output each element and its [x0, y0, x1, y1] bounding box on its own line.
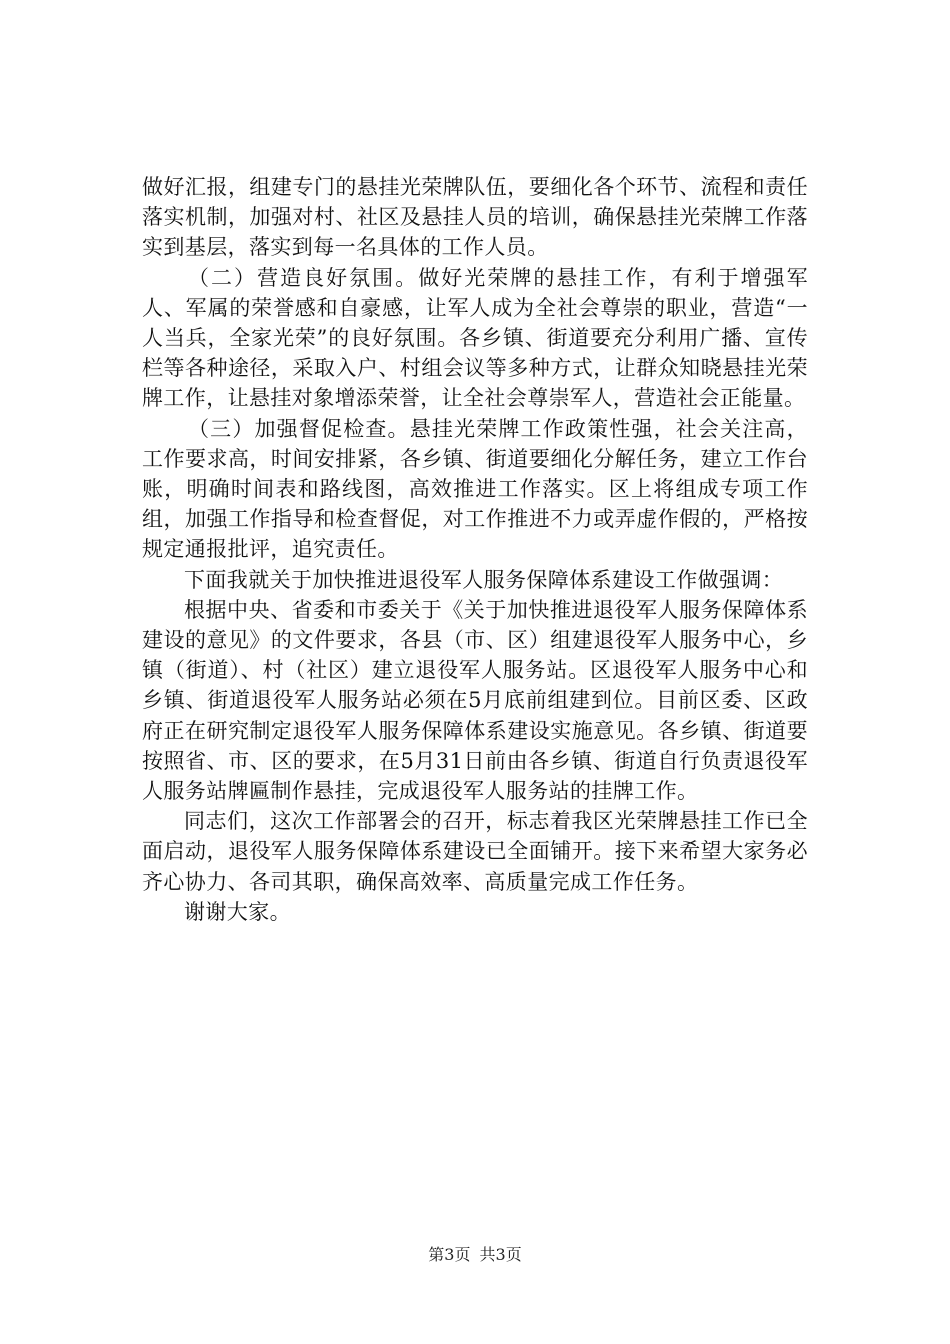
paragraph-closing-remarks: 同志们，这次工作部署会的召开，标志着我区光荣牌悬挂工作已全面启动，退役军人服务保障体系建设已全面铺开。接下来希望大家务必齐心协力、各司其职，确保高效率、高质量完成工作任务。 — [142, 809, 808, 894]
document-body — [142, 172, 808, 927]
paragraph-section-two: （二）营造良好氛围。做好光荣牌的悬挂工作，有利于增强军人、军属的荣誉感和自豪感，让军人成为全社会尊崇的职业，营造“一人当兵，全家光荣”的良好氛围。各乡镇、街道要充分利用广播、宣传栏等各种途径，采取入户、村组会议等多种方式，让群众知晓悬挂光荣牌工作，让悬挂对象增添荣誉，让全社会尊崇军人，营造社会正能量。 — [142, 265, 808, 411]
paragraph-service-system: 根据中央、省委和市委关于《关于加快推进退役军人服务保障体系建设的意见》的文件要求，各县（市、区）组建退役军人服务中心，乡镇（街道）、村（社区）建立退役军人服务站。区退役军人服务中心和乡镇、街道退役军人服务站必须在5月底前组建到位。目前区委、区政府正在研究制定退役军人服务保障体系建设实施意见。各乡镇、街道要按照省、市、区的要求，在5月31日前由各乡镇、街道自行负责退役军人服务站牌匾制作悬挂，完成退役军人服务站的挂牌工作。 — [142, 597, 808, 804]
page-total: 共3页 — [479, 1245, 522, 1264]
paragraph-section-three: （三）加强督促检查。悬挂光荣牌工作政策性强，社会关注高，工作要求高，时间安排紧，各乡镇、街道要细化分解任务，建立工作台账，明确时间表和路线图，高效推进工作落实。区上将组成专项工作组，加强工作指导和检查督促，对工作推进不力或弄虚作假的，严格按规定通报批评，追究责任。 — [142, 416, 808, 562]
paragraph-thanks: 谢谢大家。 — [184, 899, 291, 924]
page-number: 第3页 — [428, 1245, 471, 1264]
page-footer — [0, 1245, 950, 1265]
paragraph-continuation: 做好汇报，组建专门的悬挂光荣牌队伍，要细化各个环节、流程和责任落实机制，加强对村、社区及悬挂人员的培训，确保悬挂光荣牌工作落实到基层，落实到每一名具体的工作人员。 — [142, 175, 808, 260]
paragraph-emphasis-intro: 下面我就关于加快推进退役军人服务保障体系建设工作做强调： — [184, 567, 784, 592]
